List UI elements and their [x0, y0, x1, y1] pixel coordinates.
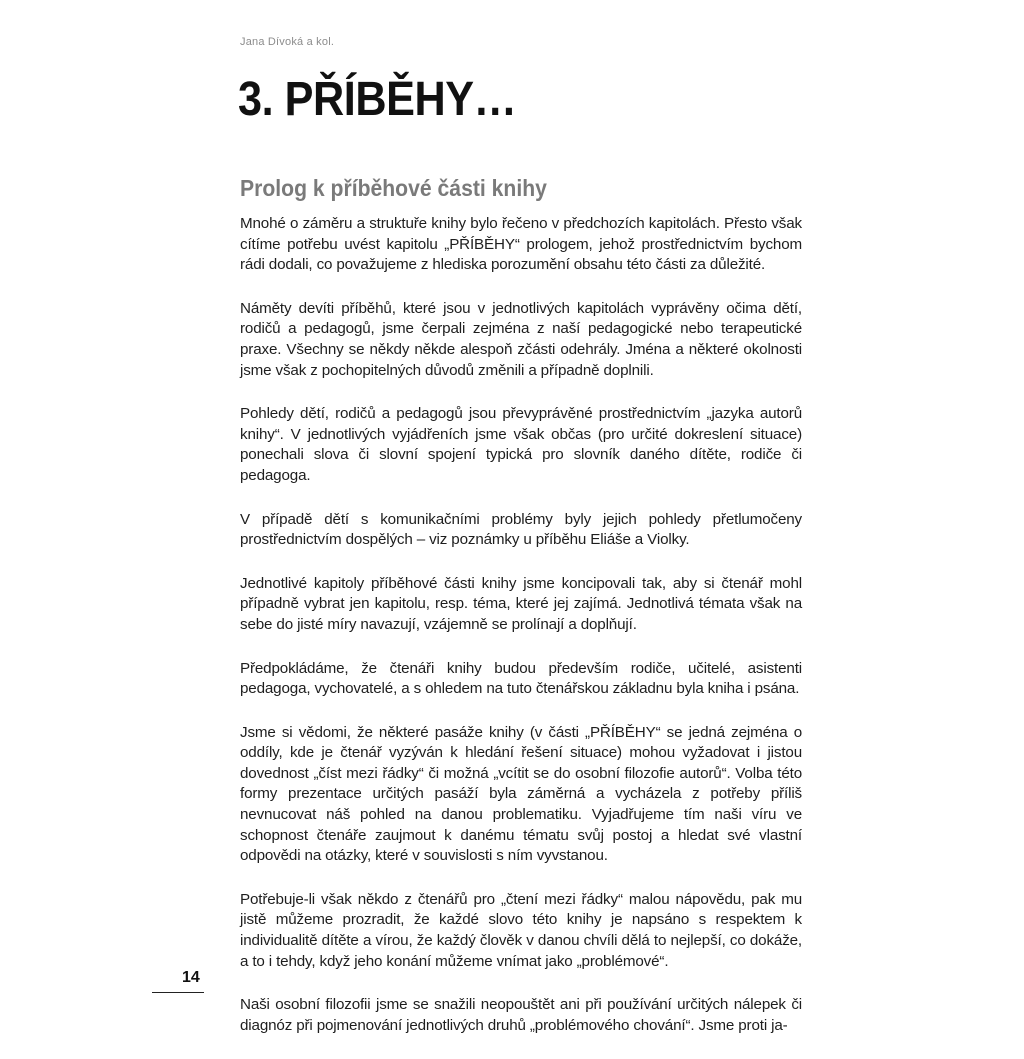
paragraph: Pohledy dětí, rodičů a pedagogů jsou převyprávěné prostřednictvím „jazyka autorů knihy“. V jednotlivých vyjádřeních jsme však občas (pro určité dokreslení situace) ponechali slova či slovní spojení typická pro slovník daného dítěte, rodiče či pedagoga.	[240, 405, 802, 484]
running-head: Jana Dívoká a kol.	[240, 36, 335, 48]
paragraph: Naši osobní filozofii jsme se snažili neopouštět ani při používání určitých nálepek či diagnóz při pojmenování jednotlivých druhů „problémového chování“. Jsme proti ja-	[240, 996, 802, 1034]
page-number-rule	[152, 992, 204, 993]
paragraph: Jsme si vědomi, že některé pasáže knihy (v části „PŘÍBĚHY“ se jedná zejména o oddíly, kde je čtenář vyzýván k hledání řešení situace) mohou vyžadovat i jistou dovednost „číst mezi řádky“ či možná „vcítit se do osobní filozofie autorů“. Volba této formy prezentace určitých pasáží byla záměrná a vycházela z potřeby příliš nevnucovat náš pohled na danou problematiku. Vyjadřujeme tím naši víru ve schopnost čtenáře zaujmout k danému tématu svůj postoj a hledat své vlastní odpovědi na otázky, které v souvislosti s ním vyvstanou.	[240, 723, 802, 865]
body-text	[240, 214, 802, 1059]
paragraph: Náměty devíti příběhů, které jsou v jednotlivých kapitolách vyprávěny očima dětí, rodičů a pedagogů, jsme čerpali zejména z naší pedagogické nebo terapeutické praxe. Všechny se někdy někde alespoň zčásti odehrály. Jména a některé okolnosti jsme však z pochopitelných důvodů změnili a případně doplnili.	[240, 299, 802, 379]
section-heading: Prolog k příběhové části knihy	[240, 175, 547, 201]
paragraph: Jednotlivé kapitoly příběhové části knihy jsme koncipovali tak, aby si čtenář mohl případně vybrat jen kapitolu, resp. téma, které jej zajímá. Jednotlivá témata však na sebe do jisté míry navazují, vzájemně se prolínají a doplňují.	[240, 574, 802, 633]
page-number: 14	[182, 969, 200, 986]
chapter-title: 3. PŘÍBĚHY…	[238, 73, 517, 126]
paragraph: Předpokládáme, že čtenáři knihy budou především rodiče, učitelé, asistenti pedagoga, vychovatelé, a s ohledem na tuto čtenářskou základnu byla kniha i psána.	[240, 659, 802, 698]
paragraph: Mnohé o záměru a struktuře knihy bylo řečeno v předchozích kapitolách. Přesto však cítíme potřebu uvést kapitolu „PŘÍBĚHY“ prologem, jehož prostřednictvím bychom rádi dodali, co považujeme z hlediska porozumění obsahu této části za důležité.	[240, 215, 802, 274]
paragraph: Potřebuje-li však někdo z čtenářů pro „čtení mezi řádky“ malou nápovědu, pak mu jistě můžeme prozradit, že každé slovo této knihy je napsáno s respektem k individualitě dítěte a vírou, že každý člověk v danou chvíli dělá to nejlepší, co dokáže, a to i tehdy, když jeho konání můžeme vnímat jako „problémové“.	[240, 890, 802, 970]
paragraph: V případě dětí s komunikačními problémy byly jejich pohledy přetlumočeny prostřednictvím dospělých – viz poznámky u příběhu Eliáše a Violky.	[240, 510, 802, 549]
